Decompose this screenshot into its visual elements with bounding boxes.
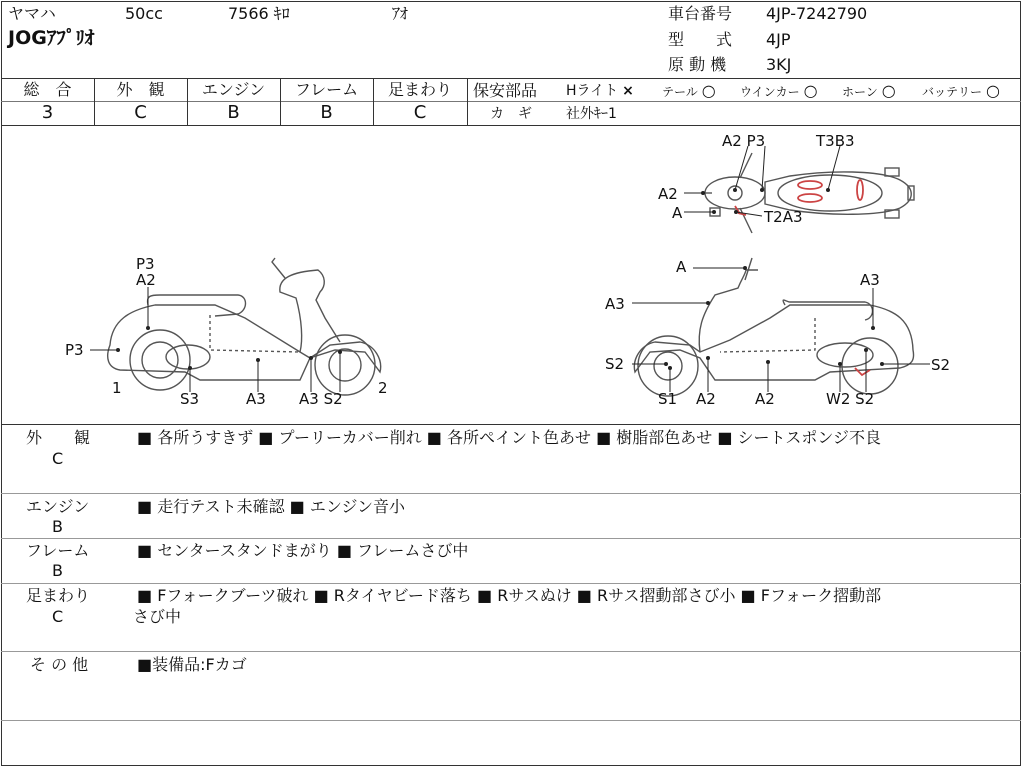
- grade-exterior: C: [134, 102, 147, 123]
- engine-model-label: 原 動 機: [668, 55, 727, 74]
- grade-header-frame: フレーム: [294, 80, 359, 99]
- grade-suspension: C: [413, 102, 427, 123]
- winker-mark: ○: [803, 81, 818, 100]
- diagram-label: S2: [931, 356, 951, 374]
- remark-text-engine: ■ 走行テスト未確認 ■ エンジン音小: [137, 497, 406, 516]
- remark-label-frame: フレーム: [26, 541, 90, 560]
- remark-text-suspension: ■ Fフォークブーツ破れ ■ Rタイヤビード落ち ■ Rサスぬけ ■ Rサス摺動部さび小 ■ Fフォーク摺動部: [137, 586, 882, 605]
- diagram-label: A3: [246, 390, 266, 408]
- type-label: 型 式: [668, 30, 733, 49]
- frame-number-label: 車台番号: [668, 4, 733, 23]
- grade-total: 3: [41, 102, 54, 123]
- diagram-label: A2: [696, 390, 716, 408]
- safety-parts-label: 保安部品: [473, 81, 538, 100]
- diagram-label: A2: [136, 271, 156, 289]
- model-name: JOGｱﾌﾟﾘｵ: [8, 27, 95, 49]
- damage-diagram: [0, 126, 1022, 424]
- grade-header-suspension: 足まわり: [387, 80, 452, 99]
- key-label: カ ギ: [490, 106, 532, 122]
- headlight-mark: ×: [622, 83, 634, 99]
- diagram-label: 1: [112, 379, 122, 397]
- grade-header-total: 総 合: [23, 80, 72, 99]
- grade-frame: B: [320, 102, 333, 123]
- displacement: 50cc: [125, 4, 163, 23]
- tail-mark: ○: [701, 81, 716, 100]
- remark-text-exterior: ■ 各所うすきず ■ プーリーカバー削れ ■ 各所ペイント色あせ ■ 樹脂部色あせ ■ シートスポンジ不良: [137, 428, 882, 447]
- grade-header-engine: エンジン: [201, 80, 266, 99]
- diagram-label: A: [672, 204, 683, 222]
- engine-model-value: 3KJ: [766, 55, 792, 74]
- diagram-label: 2: [378, 379, 388, 397]
- diagram-label: S1: [658, 390, 678, 408]
- top-view-scooter: [704, 153, 914, 233]
- remark-grade-engine: B: [52, 517, 63, 536]
- remark-text-frame: ■ センタースタンドまがり ■ フレームさび中: [137, 541, 469, 560]
- diagram-label: A2: [658, 185, 678, 203]
- diagram-label: A2: [755, 390, 775, 408]
- remark-label-suspension: 足まわり: [26, 586, 91, 605]
- safety-battery: バッテリー ○: [922, 81, 1000, 100]
- frame-number-value: 4JP-7242790: [766, 4, 868, 23]
- battery-mark: ○: [986, 81, 1000, 100]
- remark-grade-exterior: C: [52, 449, 64, 468]
- mileage: 7566 ｷﾛ: [228, 4, 290, 23]
- safety-winker: ウインカー ○: [740, 81, 818, 100]
- diagram-label: A3: [860, 271, 880, 289]
- diagram-label: A3 S2: [299, 390, 343, 408]
- safety-headlight: Hライト ×: [566, 83, 634, 99]
- diagram-label: T3B3: [816, 132, 855, 150]
- remark-grade-suspension: C: [52, 607, 64, 626]
- remark-label-exterior: 外 観: [26, 428, 91, 447]
- diagram-label: W2 S2: [826, 390, 875, 408]
- remark-grade-frame: B: [52, 561, 63, 580]
- diagram-label: A2 P3: [722, 132, 766, 150]
- diagram-label: A: [676, 258, 687, 276]
- grade-header-exterior: 外 観: [116, 80, 165, 99]
- grade-engine: B: [227, 102, 240, 123]
- remark-text-other: ■装備品:Fカゴ: [137, 655, 247, 674]
- diagram-label: T2A3: [764, 208, 803, 226]
- key-value: 社外ｷｰ1: [566, 106, 617, 122]
- maker: ヤマハ: [8, 4, 56, 23]
- body-color: ｱｵ: [392, 4, 409, 23]
- remark-label-other: そ の 他: [30, 655, 89, 674]
- diagram-label: A3: [605, 295, 625, 313]
- safety-horn: ホーン ○: [842, 81, 896, 100]
- type-value: 4JP: [766, 30, 791, 49]
- diagram-label: P3: [65, 341, 84, 359]
- safety-tail: テール ○: [662, 81, 716, 100]
- diagram-label: S2: [605, 355, 625, 373]
- remark-label-engine: エンジン: [26, 497, 90, 516]
- diagram-label: P3: [136, 255, 155, 273]
- remark-text-suspension-cont: さび中: [133, 607, 182, 626]
- diagram-label: S3: [180, 390, 200, 408]
- horn-mark: ○: [881, 81, 896, 100]
